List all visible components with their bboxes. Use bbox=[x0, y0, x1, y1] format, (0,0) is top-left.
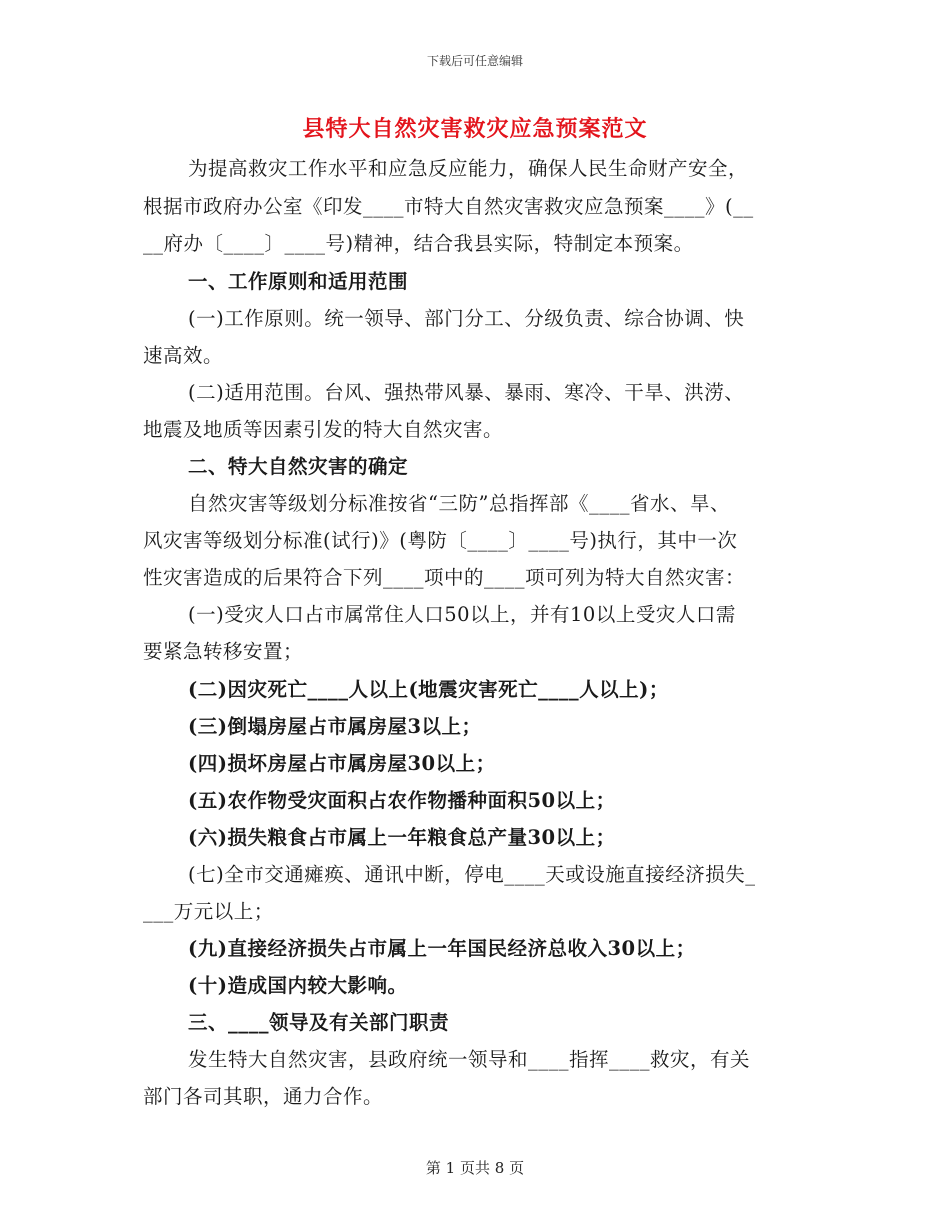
paragraph-line: 自然灾害等级划分标准按省“三防”总指挥部《____省水、旱、 bbox=[188, 492, 730, 515]
paragraph-line: 地震及地质等因素引发的特大自然灾害。 bbox=[143, 418, 504, 441]
paragraph-line: 为提高救灾工作水平和应急反应能力，确保人民生命财产安全， bbox=[188, 157, 749, 180]
section-heading: 三、____领导及有关部门职责 bbox=[188, 1011, 450, 1034]
paragraph-line: 要紧急转移安置； bbox=[143, 640, 304, 663]
paragraph-line: 发生特大自然灾害，县政府统一领导和____指挥____救灾，有关 bbox=[188, 1048, 751, 1071]
list-item: (二)因灾死亡____人以上(地震灾害死亡____人以上)； bbox=[188, 678, 669, 701]
paragraph-line: 性灾害造成的后果符合下列____项中的____项可列为特大自然灾害： bbox=[143, 566, 746, 589]
paragraph-line: (一)工作原则。统一领导、部门分工、分级负责、综合协调、快 bbox=[188, 307, 745, 330]
section-heading: 二、特大自然灾害的确定 bbox=[188, 455, 409, 478]
paragraph-line: (二)适用范围。台风、强热带风暴、暴雨、寒冷、干旱、洪涝、 bbox=[188, 381, 745, 404]
list-item: (三)倒塌房屋占市属房屋3以上； bbox=[188, 715, 482, 738]
section-heading: 一、工作原则和适用范围 bbox=[188, 270, 409, 293]
page-header: 下载后可任意编辑 bbox=[426, 54, 523, 68]
list-item: (六)损失粮食占市属上一年粮食总产量30以上； bbox=[188, 826, 616, 849]
paragraph-line: 部门各司其职，通力合作。 bbox=[143, 1085, 384, 1108]
paragraph-line: 根据市政府办公室《印发____市特大自然灾害救灾应急预案____》(__ bbox=[143, 195, 754, 218]
list-item: (四)损坏房屋占市属房屋30以上； bbox=[188, 752, 496, 775]
list-item: (七)全市交通瘫痪、通讯中断，停电____天或设施直接经济损失_ bbox=[188, 863, 756, 886]
paragraph-line: (一)受灾人口占市属常住人口50以上，并有10以上受灾人口需 bbox=[188, 603, 736, 626]
document-title: 县特大自然灾害救灾应急预案范文 bbox=[302, 116, 648, 142]
paragraph-line: 速高效。 bbox=[143, 344, 224, 367]
paragraph-line: __府办〔____〕____号)精神，结合我县实际，特制定本预案。 bbox=[143, 232, 694, 255]
paragraph-line: ___万元以上； bbox=[143, 900, 274, 923]
list-item: (十)造成国内较大影响。 bbox=[188, 974, 408, 997]
page-footer: 第 1 页共 8 页 bbox=[425, 1159, 525, 1177]
list-item: (九)直接经济损失占市属上一年国民经济总收入30以上； bbox=[188, 937, 696, 960]
paragraph-line: 风灾害等级划分标准(试行)》(粤防〔____〕____号)执行，其中一次 bbox=[143, 529, 738, 552]
list-item: (五)农作物受灾面积占农作物播种面积50以上； bbox=[188, 789, 616, 812]
